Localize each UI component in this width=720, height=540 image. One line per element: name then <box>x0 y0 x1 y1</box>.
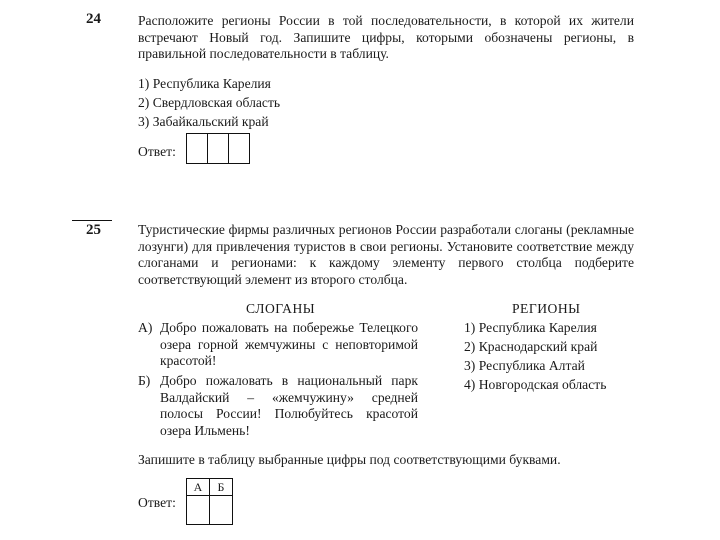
task24-answer-cell-3[interactable] <box>228 133 250 164</box>
slogan-a-letter: А) <box>138 320 153 335</box>
slogans-header: СЛОГАНЫ <box>246 301 316 316</box>
slogan-a <box>138 320 418 372</box>
region-4: 4) Новгородская область <box>464 377 607 392</box>
task25-answer-label: Ответ: <box>138 495 176 510</box>
table-header-a: А <box>186 478 210 496</box>
task24-option-3: 3) Забайкальский край <box>138 114 269 129</box>
task24-option-2: 2) Свердловская область <box>138 95 281 110</box>
task24-option-1: 1) Республика Карелия <box>138 76 271 91</box>
task24-number: 24 <box>86 11 101 27</box>
task24-answer-cell-2[interactable] <box>207 133 229 164</box>
slogan-b-text: Добро пожаловать в национальный парк Валдайский – «жемчужину» средней полосы России! Полюбуйтесь красотой озера Ильмень! <box>160 373 418 438</box>
answer-cell-a[interactable] <box>186 495 210 525</box>
slogan-b-letter: Б) <box>138 373 151 388</box>
slogan-b <box>138 373 418 443</box>
answer-cell-b[interactable] <box>209 495 233 525</box>
task24-answer-cell-1[interactable] <box>186 133 208 164</box>
table-header-b: Б <box>209 478 233 496</box>
region-3: 3) Республика Алтай <box>464 358 585 373</box>
region-1: 1) Республика Карелия <box>464 320 597 335</box>
task24-text: Расположите регионы России в той последовательности, в которой их жители встречают Новый год. Запишите цифры, которыми обозначены регионы, в правильной последовательности в таблицу. <box>138 13 634 61</box>
task-separator <box>72 220 112 221</box>
task24-answer-label: Ответ: <box>138 144 176 159</box>
slogan-a-text: Добро пожаловать на побережье Телецкого озера горной жемчужины с неповторимой красотой! <box>160 320 418 369</box>
task25-text: Туристические фирмы различных регионов России разработали слоганы (рекламные лозунги) для привлечения туристов в свои регионы. Установите соответствие между слоганами и регионами: к каждому элементу первого столбца подберите соответствующий элемент из второго столбца. <box>138 222 634 287</box>
regions-header: РЕГИОНЫ <box>512 301 581 316</box>
region-2: 2) Краснодарский край <box>464 339 598 354</box>
task25-instruction: Запишите в таблицу выбранные цифры под соответствующими буквами. <box>138 452 561 467</box>
task25-number: 25 <box>86 222 101 238</box>
